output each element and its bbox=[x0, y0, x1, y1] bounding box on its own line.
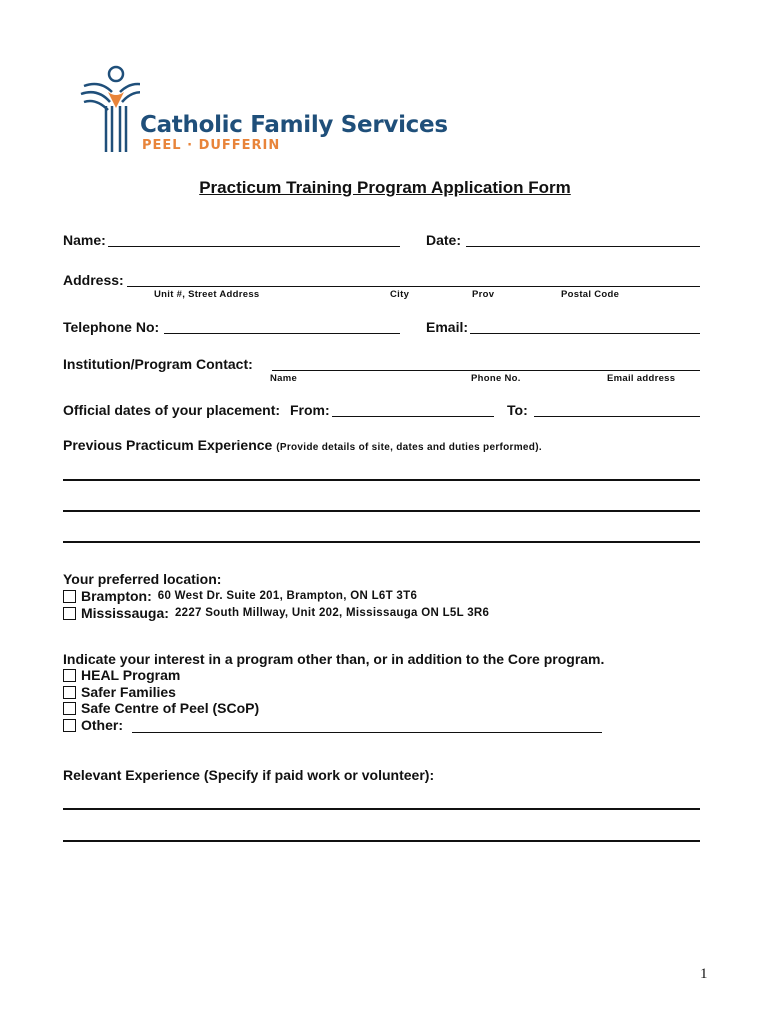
location-option-mississauga[interactable] bbox=[63, 605, 489, 621]
previous-experience-line-1[interactable] bbox=[63, 479, 700, 481]
safer-families-checkbox[interactable] bbox=[63, 686, 76, 699]
previous-experience-label bbox=[63, 437, 542, 453]
page-number: 1 bbox=[700, 966, 708, 982]
mississauga-label: Mississauga: bbox=[81, 605, 169, 621]
telephone-field[interactable] bbox=[164, 333, 400, 334]
previous-experience-line-2[interactable] bbox=[63, 510, 700, 512]
logo-mark-icon bbox=[78, 62, 140, 154]
scop-checkbox[interactable] bbox=[63, 702, 76, 715]
address-unit-caption: Unit #, Street Address bbox=[154, 289, 260, 300]
brampton-checkbox[interactable] bbox=[63, 590, 76, 603]
relevant-experience-line-1[interactable] bbox=[63, 808, 700, 810]
institution-email-caption: Email address bbox=[607, 373, 676, 384]
brampton-address: 60 West Dr. Suite 201, Brampton, ON L6T 3T6 bbox=[157, 590, 418, 602]
brampton-label: Brampton: bbox=[81, 588, 152, 604]
safer-families-label: Safer Families bbox=[81, 684, 176, 700]
scop-label: Safe Centre of Peel (SCoP) bbox=[81, 700, 260, 716]
mississauga-address: 2227 South Millway, Unit 202, Mississauga ON L5L 3R6 bbox=[174, 607, 490, 619]
address-city-caption: City bbox=[390, 289, 410, 300]
preferred-location-heading: Your preferred location: bbox=[63, 571, 222, 587]
institution-field[interactable] bbox=[272, 370, 700, 371]
address-label: Address: bbox=[63, 272, 124, 288]
name-field[interactable] bbox=[108, 246, 400, 247]
other-program-field[interactable] bbox=[132, 732, 602, 733]
other-checkbox[interactable] bbox=[63, 719, 76, 732]
institution-phone-caption: Phone No. bbox=[471, 373, 521, 384]
relevant-experience-line-2[interactable] bbox=[63, 840, 700, 842]
logo-subtitle: PEEL · DUFFERIN bbox=[142, 138, 281, 153]
address-prov-caption: Prov bbox=[472, 289, 495, 300]
previous-experience-heading: Previous Practicum Experience bbox=[63, 437, 273, 453]
to-label: To: bbox=[507, 402, 528, 418]
logo-name: Catholic Family Services bbox=[140, 112, 448, 138]
program-option-other[interactable] bbox=[63, 717, 123, 733]
to-date-field[interactable] bbox=[534, 416, 700, 417]
email-label: Email: bbox=[426, 319, 469, 335]
previous-experience-note: (Provide details of site, dates and duties performed). bbox=[276, 442, 542, 453]
program-option-scop[interactable] bbox=[63, 700, 259, 716]
address-field[interactable] bbox=[127, 286, 700, 287]
program-option-safer-families[interactable] bbox=[63, 684, 176, 700]
program-option-heal[interactable] bbox=[63, 667, 180, 683]
name-label: Name: bbox=[63, 232, 106, 248]
relevant-experience-label: Relevant Experience (Specify if paid work or volunteer): bbox=[63, 767, 435, 783]
other-label: Other: bbox=[81, 717, 123, 733]
telephone-label: Telephone No: bbox=[63, 319, 160, 335]
from-date-field[interactable] bbox=[332, 416, 494, 417]
previous-experience-line-3[interactable] bbox=[63, 541, 700, 543]
organization-logo bbox=[78, 62, 458, 157]
from-label: From: bbox=[290, 402, 330, 418]
placement-label: Official dates of your placement: bbox=[63, 402, 281, 418]
date-field[interactable] bbox=[466, 246, 700, 247]
location-option-brampton[interactable] bbox=[63, 588, 417, 604]
mississauga-checkbox[interactable] bbox=[63, 607, 76, 620]
date-label: Date: bbox=[426, 232, 462, 248]
institution-label: Institution/Program Contact: bbox=[63, 356, 253, 372]
heal-label: HEAL Program bbox=[81, 667, 181, 683]
heal-checkbox[interactable] bbox=[63, 669, 76, 682]
institution-name-caption: Name bbox=[270, 373, 298, 384]
email-field[interactable] bbox=[470, 333, 700, 334]
program-interest-heading: Indicate your interest in a program other than, or in addition to the Core program. bbox=[63, 651, 605, 667]
address-postal-caption: Postal Code bbox=[561, 289, 620, 300]
page-title: Practicum Training Program Application Form bbox=[199, 178, 571, 197]
